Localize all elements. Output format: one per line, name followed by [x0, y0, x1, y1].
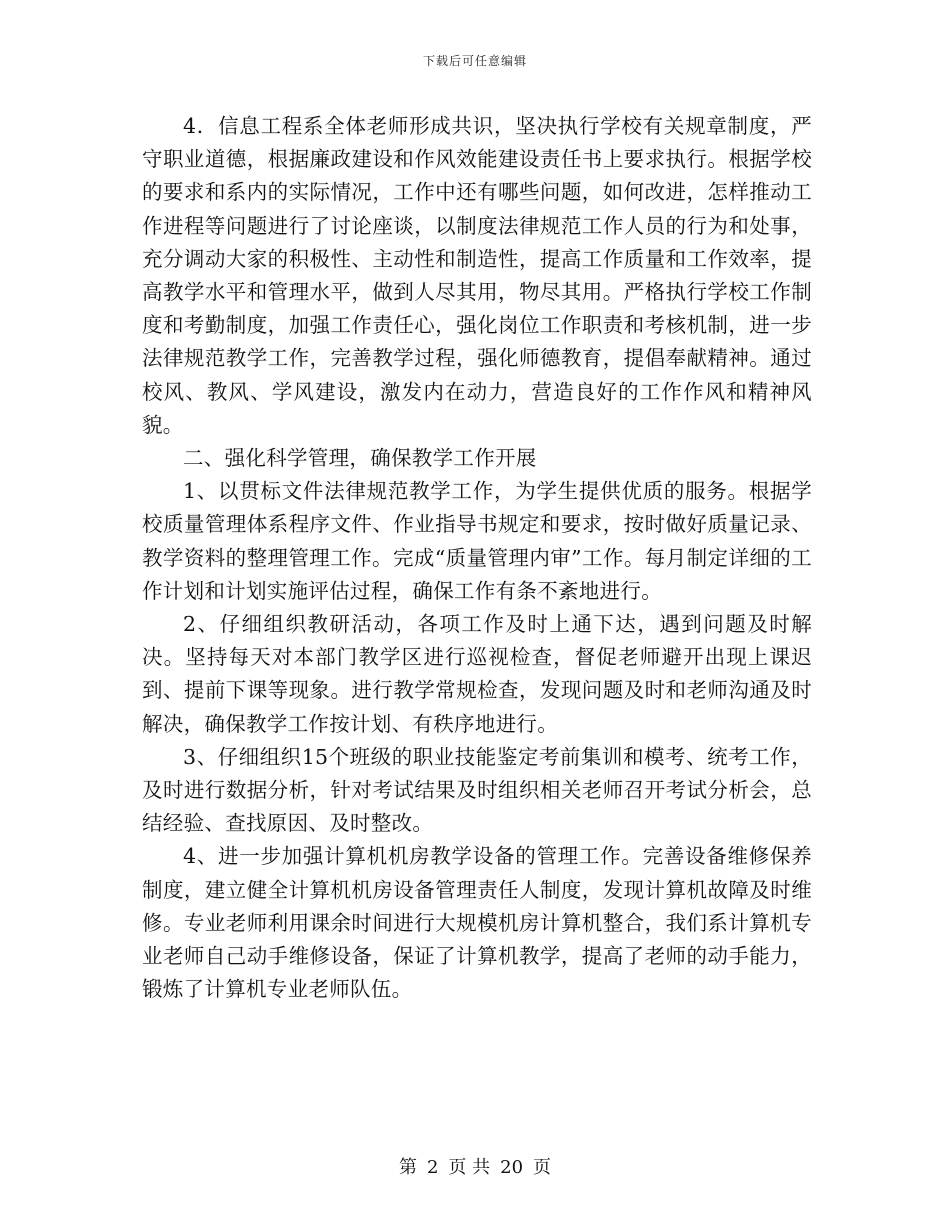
- page-footer: [0, 1153, 950, 1179]
- current-page-number: 2: [426, 1157, 439, 1178]
- footer-suffix: 页: [533, 1157, 552, 1178]
- paragraph-item-2: 2、仔细组织教研活动，各项工作及时上通下达，遇到问题及时解决。坚持每天对本部门教学区进行巡视检查，督促老师避开出现上课迟到、提前下课等现象。进行教学常规检查，发现问题及时和老师沟通及时解决，确保教学工作按计划、有秩序地进行。: [142, 612, 812, 736]
- document-body: [142, 110, 812, 1006]
- paragraph-item-3: 3、仔细组织15个班级的职业技能鉴定考前集训和模考、统考工作，及时进行数据分析，针对考试结果及时组织相关老师召开考试分析会，总结经验、查找原因、及时整改。: [142, 744, 812, 836]
- paragraph-item-1: 1、以贯标文件法律规范教学工作，为学生提供优质的服务。根据学校质量管理体系程序文件、作业指导书规定和要求，按时做好质量记录、教学资料的整理管理工作。完成“质量管理内审”工作。每月制定详细的工作计划和计划实施评估过程，确保工作有条不紊地进行。: [142, 479, 812, 603]
- page-header: 下载后可任意编辑: [422, 54, 527, 68]
- footer-middle: 页 共: [448, 1157, 491, 1178]
- total-pages-number: 20: [500, 1157, 524, 1178]
- section-heading: 二、强化科学管理，确保教学工作开展: [183, 446, 537, 471]
- footer-prefix: 第: [398, 1157, 417, 1178]
- paragraph-item-4: 4．信息工程系全体老师形成共识，坚决执行学校有关规章制度，严守职业道德，根据廉政建设和作风效能建设责任书上要求执行。根据学校的要求和系内的实际情况，工作中还有哪些问题，如何改进，怎样推动工作进程等问题进行了讨论座谈，以制度法律规范工作人员的行为和处事，充分调动大家的积极性、主动性和制造性，提高工作质量和工作效率，提高教学水平和管理水平，做到人尽其用，物尽其用。严格执行学校工作制度和考勤制度，加强工作责任心，强化岗位工作职责和考核机制，进一步法律规范教学工作，完善教学过程，强化师德教育，提倡奉献精神。通过校风、教风、学风建设，激发内在动力，营造良好的工作作风和精神风貌。: [142, 114, 812, 437]
- paragraph-item-4b: 4、进一步加强计算机机房教学设备的管理工作。完善设备维修保养制度，建立健全计算机机房设备管理责任人制度，发现计算机故障及时维修。专业老师利用课余时间进行大规模机房计算机整合，我们系计算机专业老师自己动手维修设备，保证了计算机教学，提高了老师的动手能力，锻炼了计算机专业老师队伍。: [142, 844, 812, 1002]
